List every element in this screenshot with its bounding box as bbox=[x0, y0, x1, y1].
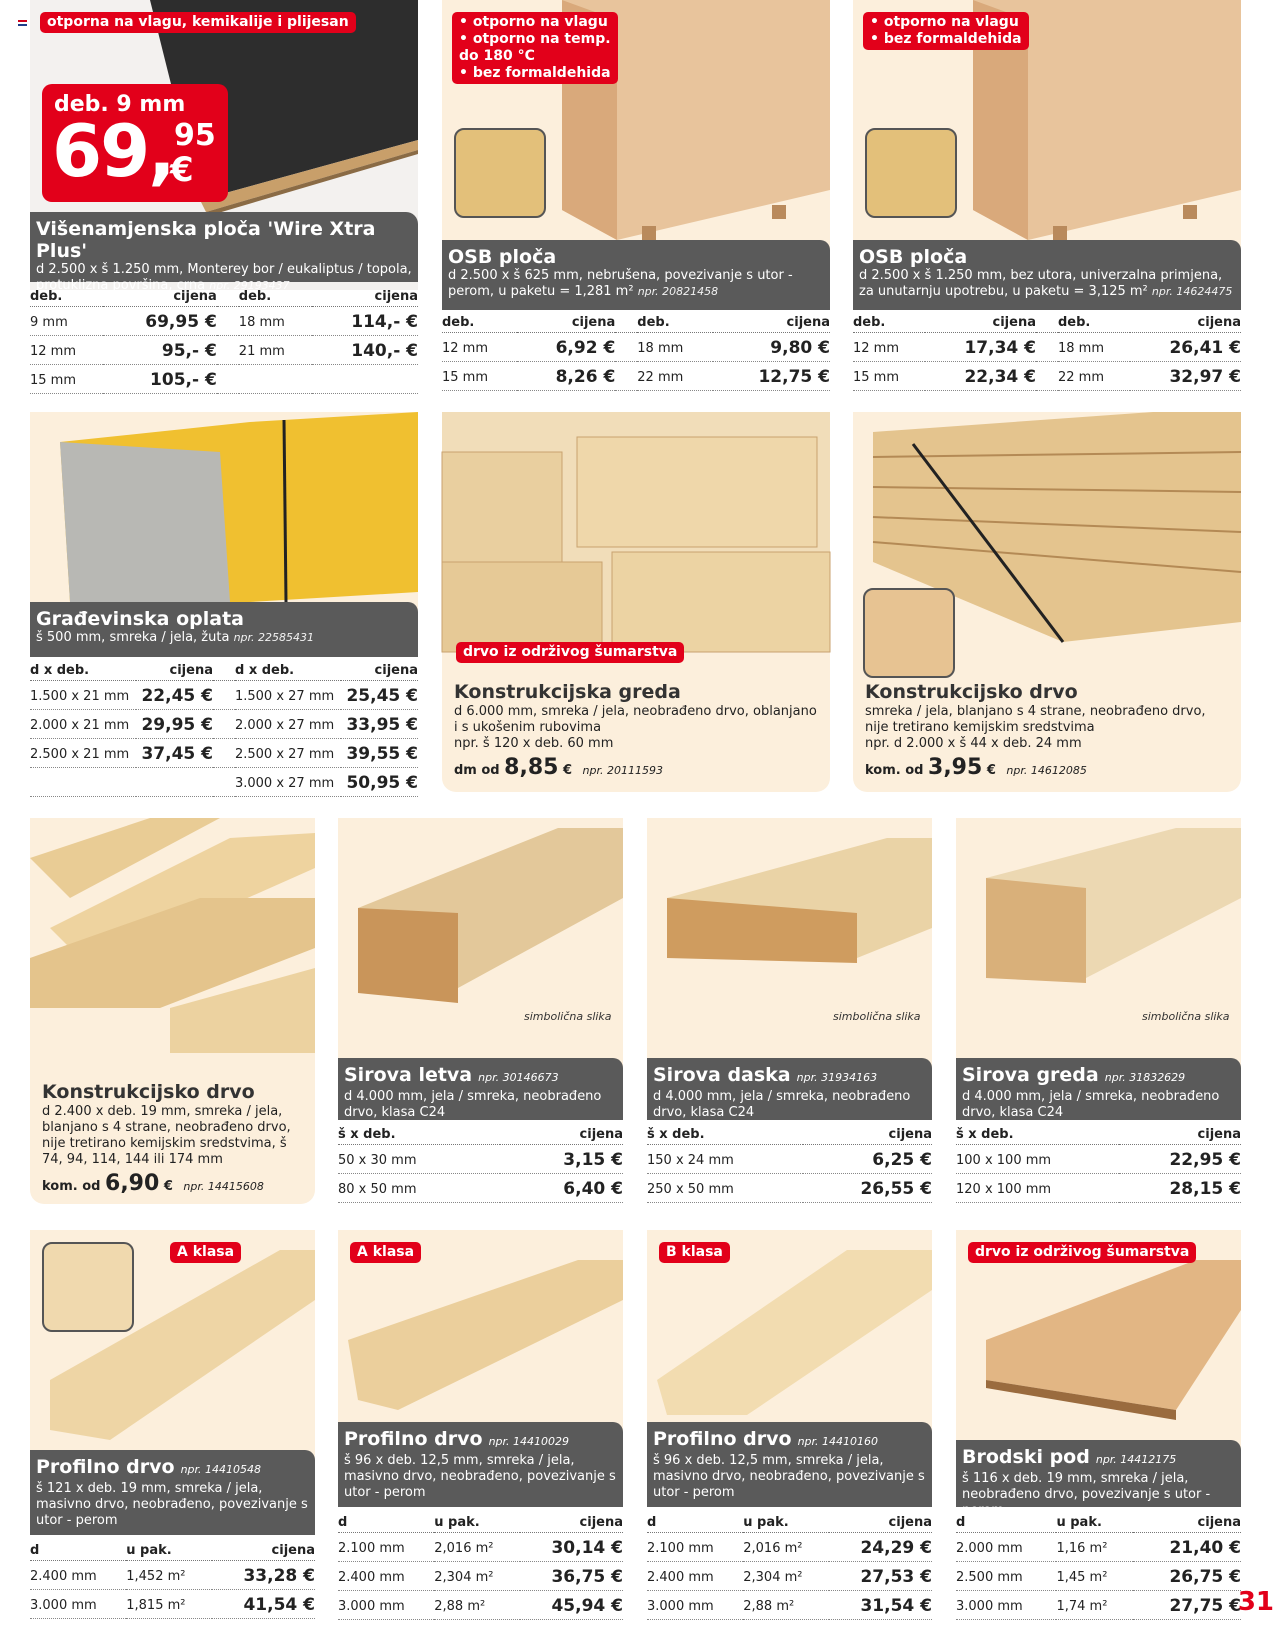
feature-badge: otporna na vlagu, kemikalije i plijesan bbox=[40, 12, 356, 33]
sustainability-badge: drvo iz održivog šumarstva bbox=[456, 642, 684, 663]
product-title: Građevinska oplata bbox=[36, 608, 244, 630]
product-description: d 2.400 x deb. 19 mm, smreka / jela, blanjano s 4 strane, neobrađeno drvo, nije tretirano kemijskim sredstvima, š 74, 94, 114, 144 ili 174 mm bbox=[42, 1104, 291, 1167]
product-description: š 96 x deb. 12,5 mm, smreka / jela, masivno drvo, neobrađeno, povezivanje s utor - perom bbox=[653, 1453, 925, 1500]
product-title: Višenamjenska ploča 'Wire Xtra Plus' bbox=[36, 218, 376, 262]
product-info bbox=[865, 680, 1233, 780]
product-title-band bbox=[647, 1422, 932, 1507]
product-card-profilno-drvo-a2 bbox=[338, 1230, 623, 1507]
osb-texture-thumbnail bbox=[454, 128, 546, 218]
product-description: d 4.000 mm, jela / smreka, neobrađeno drvo, klasa C24 bbox=[653, 1089, 911, 1120]
product-image-beams bbox=[442, 412, 830, 652]
price-table: d u pak. cijena 2.100 mm 2,016 m² 30,14 € 2.400 mm 2,304 m² 36,75 € 3.000 mm 2,88 m² 45,94 € bbox=[338, 1512, 623, 1620]
product-title-band bbox=[956, 1058, 1241, 1120]
product-description: d 2.500 x š 1.250 mm, bez utora, univerzalna primjena, za unutarnju upotrebu, u paketu = 3,125 m² npr. 14624475 bbox=[859, 268, 1233, 299]
price-table: deb. cijena deb. cijena 12 mm 17,34 € 18 mm 26,41 € 15 mm 22,34 € 22 mm 32,97 € bbox=[853, 312, 1241, 391]
table-row: 12 mm 6,92 € 18 mm 9,80 € bbox=[442, 333, 830, 362]
product-description: smreka / jela, blanjano s 4 strane, neobrađeno drvo, nije tretirano kemijskim sredstvima bbox=[865, 704, 1206, 735]
feature-badge: • otporno na vlagu • otporno na temp. do 180 °C • bez formaldehida bbox=[452, 12, 618, 84]
price-table: deb. cijena deb. cijena 9 mm 69,95 € 18 mm 114,- € 12 mm 95,- € 21 mm 140,- € 15 mm 105,- € bbox=[30, 286, 418, 394]
product-description: d 4.000 mm, jela / smreka, neobrađeno drvo, klasa C24 bbox=[962, 1089, 1220, 1120]
table-row: 12 mm 17,34 € 18 mm 26,41 € bbox=[853, 333, 1241, 362]
table-row: 2.000 x 21 mm 29,95 € 2.000 x 27 mm 33,95 € bbox=[30, 710, 418, 739]
product-title: OSB ploča bbox=[448, 246, 557, 268]
table-row: 2.400 mm 1,452 m² 33,28 € bbox=[30, 1561, 315, 1590]
table-row: 50 x 30 mm 3,15 € bbox=[338, 1145, 623, 1174]
product-title: Konstrukcijska greda bbox=[454, 681, 681, 703]
table-row: 2.400 mm 2,304 m² 27,53 € bbox=[647, 1562, 932, 1591]
product-info bbox=[454, 680, 822, 780]
table-row: 2.100 mm 2,016 m² 30,14 € bbox=[338, 1533, 623, 1562]
product-description: š 116 x deb. 19 mm, smreka / jela, neobrađeno drvo, povezivanje s utor - perom bbox=[962, 1471, 1211, 1518]
table-row: 3.000 mm 1,815 m² 41,54 € bbox=[30, 1590, 315, 1619]
product-title-band bbox=[30, 1450, 315, 1535]
price-table: š x deb. cijena 150 x 24 mm 6,25 € 250 x 50 mm 26,55 € bbox=[647, 1124, 932, 1203]
table-row: 120 x 100 mm 28,15 € bbox=[956, 1174, 1241, 1203]
product-card-konstrukcijsko-drvo-2 bbox=[30, 818, 315, 1204]
table-row: 3.000 mm 1,74 m² 27,75 € bbox=[956, 1591, 1241, 1620]
profile-thumbnail bbox=[42, 1242, 134, 1332]
class-badge: A klasa bbox=[170, 1242, 241, 1263]
table-row: 15 mm 105,- € bbox=[30, 365, 418, 394]
table-row: 12 mm 95,- € 21 mm 140,- € bbox=[30, 336, 418, 365]
price-table: š x deb. cijena 100 x 100 mm 22,95 € 120 x 100 mm 28,15 € bbox=[956, 1124, 1241, 1203]
product-title-band bbox=[442, 240, 830, 310]
table-row: 100 x 100 mm 22,95 € bbox=[956, 1145, 1241, 1174]
table-row: 250 x 50 mm 26,55 € bbox=[647, 1174, 932, 1203]
product-description: d 2.500 x š 625 mm, nebrušena, povezivanje s utor - perom, u paketu = 1,281 m² npr. 20821458 bbox=[448, 268, 793, 299]
product-title: Sirova letva npr. 30146673 bbox=[344, 1064, 559, 1086]
class-badge: A klasa bbox=[350, 1242, 421, 1263]
symbolic-image-note: simbolična slika bbox=[1142, 1010, 1230, 1023]
table-row: 3.000 x 27 mm 50,95 € bbox=[30, 768, 418, 797]
feature-badge: • otporno na vlagu • bez formaldehida bbox=[863, 12, 1029, 50]
symbolic-image-note: simbolična slika bbox=[524, 1010, 612, 1023]
product-card-osb-625 bbox=[442, 0, 830, 310]
product-title: Sirova greda npr. 31832629 bbox=[962, 1064, 1186, 1086]
product-title: Profilno drvo npr. 14410029 bbox=[344, 1428, 570, 1450]
product-card-konstrukcijsko-drvo-1 bbox=[853, 412, 1241, 792]
product-title-band bbox=[30, 602, 418, 657]
price-table: d u pak. cijena 2.400 mm 1,452 m² 33,28 € 3.000 mm 1,815 m² 41,54 € bbox=[30, 1540, 315, 1619]
price-table: d u pak. cijena 2.100 mm 2,016 m² 24,29 € 2.400 mm 2,304 m² 27,53 € 3.000 mm 2,88 m² 31,54 € bbox=[647, 1512, 932, 1620]
sustainability-badge: drvo iz održivog šumarstva bbox=[968, 1242, 1196, 1263]
product-title: OSB ploča bbox=[859, 246, 968, 268]
product-card-sirova-letva bbox=[338, 818, 623, 1120]
table-row: 2.500 mm 1,45 m² 26,75 € bbox=[956, 1562, 1241, 1591]
product-image-planks bbox=[30, 818, 315, 1053]
product-title-band bbox=[853, 240, 1241, 310]
product-title-band bbox=[338, 1422, 623, 1507]
product-description: d 6.000 mm, smreka / jela, neobrađeno drvo, oblanjano i s ukošenim rubovima bbox=[454, 704, 817, 735]
table-row: 15 mm 22,34 € 22 mm 32,97 € bbox=[853, 362, 1241, 391]
table-row: 9 mm 69,95 € 18 mm 114,- € bbox=[30, 307, 418, 336]
promo-price-badge: deb. 9 mm 69, 95 € bbox=[42, 84, 228, 202]
product-card-sirova-daska bbox=[647, 818, 932, 1120]
page-number: 31 bbox=[1237, 1587, 1274, 1617]
product-title-band bbox=[647, 1058, 932, 1120]
product-price: kom. od 6,90 € npr. 14415608 bbox=[42, 1171, 264, 1196]
osb-texture-thumbnail bbox=[865, 128, 957, 218]
product-description: š 500 mm, smreka / jela, žuta npr. 22585431 bbox=[36, 630, 315, 645]
product-title-band bbox=[956, 1440, 1241, 1518]
product-title: Profilno drvo npr. 14410548 bbox=[36, 1456, 262, 1478]
timber-thumbnail bbox=[863, 588, 955, 678]
product-title: Profilno drvo npr. 14410160 bbox=[653, 1428, 879, 1450]
class-badge: B klasa bbox=[659, 1242, 730, 1263]
product-description: d 4.000 mm, jela / smreka, neobrađeno drvo, klasa C24 bbox=[344, 1089, 602, 1120]
product-card-gradjevinska-oplata bbox=[30, 412, 418, 657]
product-description: d 2.500 x š 1.250 mm, Monterey bor / eukaliptus / topola, protuklizna površina, crna npr. 29193437 bbox=[36, 262, 412, 293]
table-row: 3.000 mm 2,88 m² 45,94 € bbox=[338, 1591, 623, 1620]
product-title: Sirova daska npr. 31934163 bbox=[653, 1064, 878, 1086]
product-title-band bbox=[30, 212, 418, 293]
product-price: dm od 8,85 € npr. 20111593 bbox=[454, 755, 663, 780]
product-card-brodski-pod bbox=[956, 1230, 1241, 1518]
price-table: d u pak. cijena 2.000 mm 1,16 m² 21,40 € 2.500 mm 1,45 m² 26,75 € 3.000 mm 1,74 m² 27,75 € bbox=[956, 1512, 1241, 1620]
table-row: 2.000 mm 1,16 m² 21,40 € bbox=[956, 1533, 1241, 1562]
price-table: d x deb. cijena d x deb. cijena 1.500 x 21 mm 22,45 € 1.500 x 27 mm 25,45 € 2.000 x 21 mm 29,95 € 2.000 x 27 mm 33,95 € 2.500 x 21 mm 37,45 € 2.500 x 27 mm 39,55 € 3.000 x 27 mm 50,95 € bbox=[30, 660, 418, 797]
symbolic-image-note: simbolična slika bbox=[833, 1010, 921, 1023]
product-title: Brodski pod npr. 14412175 bbox=[962, 1446, 1177, 1468]
product-description: š 121 x deb. 19 mm, smreka / jela, masivno drvo, neobrađeno, povezivanje s utor - perom bbox=[36, 1481, 308, 1528]
product-title: Konstrukcijsko drvo bbox=[865, 681, 1078, 703]
table-row: 2.500 x 21 mm 37,45 € 2.500 x 27 mm 39,55 € bbox=[30, 739, 418, 768]
product-example-size: npr. š 120 x deb. 60 mm bbox=[454, 736, 614, 751]
product-title: Konstrukcijsko drvo bbox=[42, 1081, 255, 1103]
table-row: 80 x 50 mm 6,40 € bbox=[338, 1174, 623, 1203]
table-row: 2.100 mm 2,016 m² 24,29 € bbox=[647, 1533, 932, 1562]
product-card-sirova-greda bbox=[956, 818, 1241, 1120]
table-row: 2.400 mm 2,304 m² 36,75 € bbox=[338, 1562, 623, 1591]
price-table: š x deb. cijena 50 x 30 mm 3,15 € 80 x 50 mm 6,40 € bbox=[338, 1124, 623, 1203]
product-card-konstrukcijska-greda bbox=[442, 412, 830, 792]
product-description: š 96 x deb. 12,5 mm, smreka / jela, masivno drvo, neobrađeno, povezivanje s utor - perom bbox=[344, 1453, 616, 1500]
product-info bbox=[42, 1080, 304, 1196]
table-row: 3.000 mm 2,88 m² 31,54 € bbox=[647, 1591, 932, 1620]
product-price: kom. od 3,95 € npr. 14612085 bbox=[865, 755, 1087, 780]
product-example-size: npr. d 2.000 x š 44 x deb. 24 mm bbox=[865, 736, 1082, 751]
product-card-profilno-drvo-a1 bbox=[30, 1230, 315, 1535]
product-title-band bbox=[338, 1058, 623, 1120]
table-row: 15 mm 8,26 € 22 mm 12,75 € bbox=[442, 362, 830, 391]
product-card-profilno-drvo-b bbox=[647, 1230, 932, 1507]
product-card-osb-1250 bbox=[853, 0, 1241, 310]
price-table: deb. cijena deb. cijena 12 mm 6,92 € 18 mm 9,80 € 15 mm 8,26 € 22 mm 12,75 € bbox=[442, 312, 830, 391]
table-row: 150 x 24 mm 6,25 € bbox=[647, 1145, 932, 1174]
table-row: 1.500 x 21 mm 22,45 € 1.500 x 27 mm 25,45 € bbox=[30, 681, 418, 710]
flag-icon bbox=[18, 20, 27, 26]
